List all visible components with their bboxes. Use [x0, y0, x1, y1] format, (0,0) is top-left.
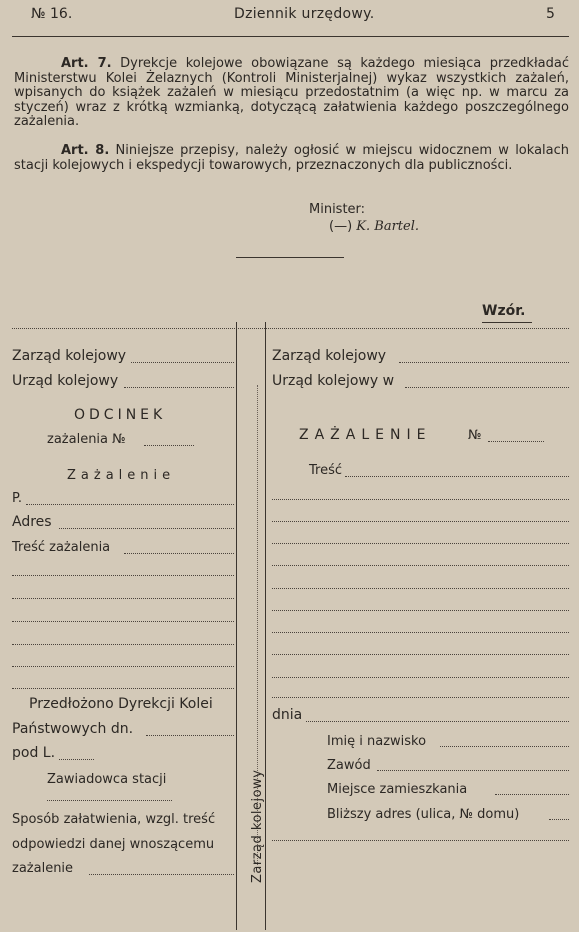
adres-field[interactable]: [59, 528, 234, 529]
dnia-label: dnia: [272, 707, 303, 723]
zazalenie-heading: Zażalenie: [67, 468, 176, 483]
right-nr-label: №: [468, 428, 482, 443]
sposob-field[interactable]: [89, 874, 234, 875]
zazalenie-end-label: zażalenie: [12, 861, 74, 876]
article-8-text: Niniejsze przepisy, należy ogłosić w miejscu widocznem w lokalach stacji kolejowych i ekspedycji towarowych, przeznaczonych dla publiczności.: [14, 143, 569, 173]
right-zarzad-field[interactable]: [399, 362, 569, 363]
left-zarzad-field[interactable]: [131, 362, 234, 363]
sposob-label: Sposób załatwienia, wzgl. treść: [12, 812, 216, 827]
form-top-border: [12, 328, 569, 329]
issue-number: № 16.: [31, 6, 73, 22]
zawiadowca-signature-field[interactable]: [47, 800, 172, 801]
right-urzad-field[interactable]: [405, 387, 569, 388]
left-divider: [236, 322, 237, 930]
adres-label: Adres: [12, 514, 52, 530]
tresc-zazalenia-label: Treść zażalenia: [12, 540, 111, 555]
right-blank-line-5[interactable]: [272, 588, 569, 589]
left-blank-line-5[interactable]: [12, 666, 234, 667]
left-urzad-label: Urząd kolejowy: [12, 373, 119, 389]
article-7-text: Dyrekcje kolejowe obowiązane są każdego miesiąca przedkładać Ministerstwu Kolei Żelaznych (Kontroli Ministerjalnej) wykaz wszystkich zażaleń, wpisanych do książek zażaleń w miesiącu przedostatnim (a więc np. w marcu za styczeń) wraz z krótką wzmianką, dotyczącą załatwienia każdego poszczególnego zażalenia.: [14, 56, 569, 129]
przedlozono-label: Przedłożono Dyrekcji Kolei: [29, 696, 213, 712]
signature-name: K. Bartel.: [356, 219, 419, 234]
page-number: 5: [546, 6, 555, 22]
article-8: [14, 144, 569, 173]
right-blank-line-10[interactable]: [272, 697, 569, 698]
left-blank-line-3[interactable]: [12, 621, 234, 622]
right-blank-line-1[interactable]: [272, 499, 569, 500]
right-divider: [265, 322, 266, 930]
pod-label: pod L.: [12, 745, 56, 761]
right-zarzad-label: Zarząd kolejowy: [272, 348, 387, 364]
miejsce-label: Miejsce zamieszkania: [327, 782, 468, 797]
vertical-zarzad-kolejowy: Zarząd kolejowy: [250, 769, 265, 883]
right-urzad-label: Urząd kolejowy w: [272, 373, 395, 389]
odcinek-heading: ODCINEK: [74, 407, 167, 423]
zazalenia-nr-label: zażalenia №: [47, 432, 126, 447]
separator-rule: [236, 257, 344, 258]
panstwowych-label: Państwowych dn.: [12, 721, 134, 737]
zawod-field[interactable]: [377, 770, 569, 771]
imie-label: Imię i nazwisko: [327, 734, 427, 749]
article-8-label: Art. 8.: [61, 143, 110, 158]
right-tresc-field[interactable]: [345, 476, 569, 477]
left-blank-line-4[interactable]: [12, 644, 234, 645]
zazalenia-nr-field[interactable]: [144, 445, 194, 446]
article-7-label: Art. 7.: [61, 56, 112, 71]
right-blank-line-4[interactable]: [272, 565, 569, 566]
p-label: P.: [12, 491, 22, 506]
pod-field[interactable]: [59, 759, 94, 760]
left-zarzad-label: Zarząd kolejowy: [12, 348, 127, 364]
p-field[interactable]: [26, 504, 234, 505]
bliszy-adres-field[interactable]: [549, 819, 569, 820]
imie-field[interactable]: [440, 746, 569, 747]
bliszy-adres-label: Bliższy adres (ulica, № domu): [327, 807, 520, 822]
left-blank-line-2[interactable]: [12, 598, 234, 599]
left-blank-line-6[interactable]: [12, 688, 234, 689]
article-7: [14, 57, 569, 130]
header-rule: [12, 36, 569, 37]
tresc-zazalenia-field[interactable]: [124, 553, 234, 554]
form-title-underline: [482, 322, 532, 323]
zawod-label: Zawód: [327, 758, 371, 773]
right-blank-line-11[interactable]: [272, 840, 569, 841]
odpowiedzi-label: odpowiedzi danej wnoszącemu: [12, 837, 215, 852]
signature-title: Minister:: [309, 202, 366, 217]
zawiadowca-label: Zawiadowca stacji: [47, 772, 167, 787]
right-blank-line-3[interactable]: [272, 543, 569, 544]
left-urzad-field[interactable]: [124, 387, 234, 388]
miejsce-field[interactable]: [495, 794, 569, 795]
right-blank-line-8[interactable]: [272, 654, 569, 655]
right-blank-line-7[interactable]: [272, 632, 569, 633]
panstwowych-field[interactable]: [146, 735, 234, 736]
right-tresc-label: Treść: [309, 463, 343, 478]
signature-prefix: (—): [329, 219, 353, 234]
right-nr-field[interactable]: [488, 441, 544, 442]
right-zazalenie-heading: ZAŻALENIE: [299, 427, 432, 443]
journal-title: Dziennik urzędowy.: [234, 6, 375, 22]
right-blank-line-9[interactable]: [272, 677, 569, 678]
right-blank-line-6[interactable]: [272, 610, 569, 611]
form-title: Wzór.: [482, 303, 526, 319]
signature-line: [329, 219, 419, 234]
dnia-field[interactable]: [306, 721, 569, 722]
left-blank-line-1[interactable]: [12, 575, 234, 576]
right-blank-line-2[interactable]: [272, 521, 569, 522]
